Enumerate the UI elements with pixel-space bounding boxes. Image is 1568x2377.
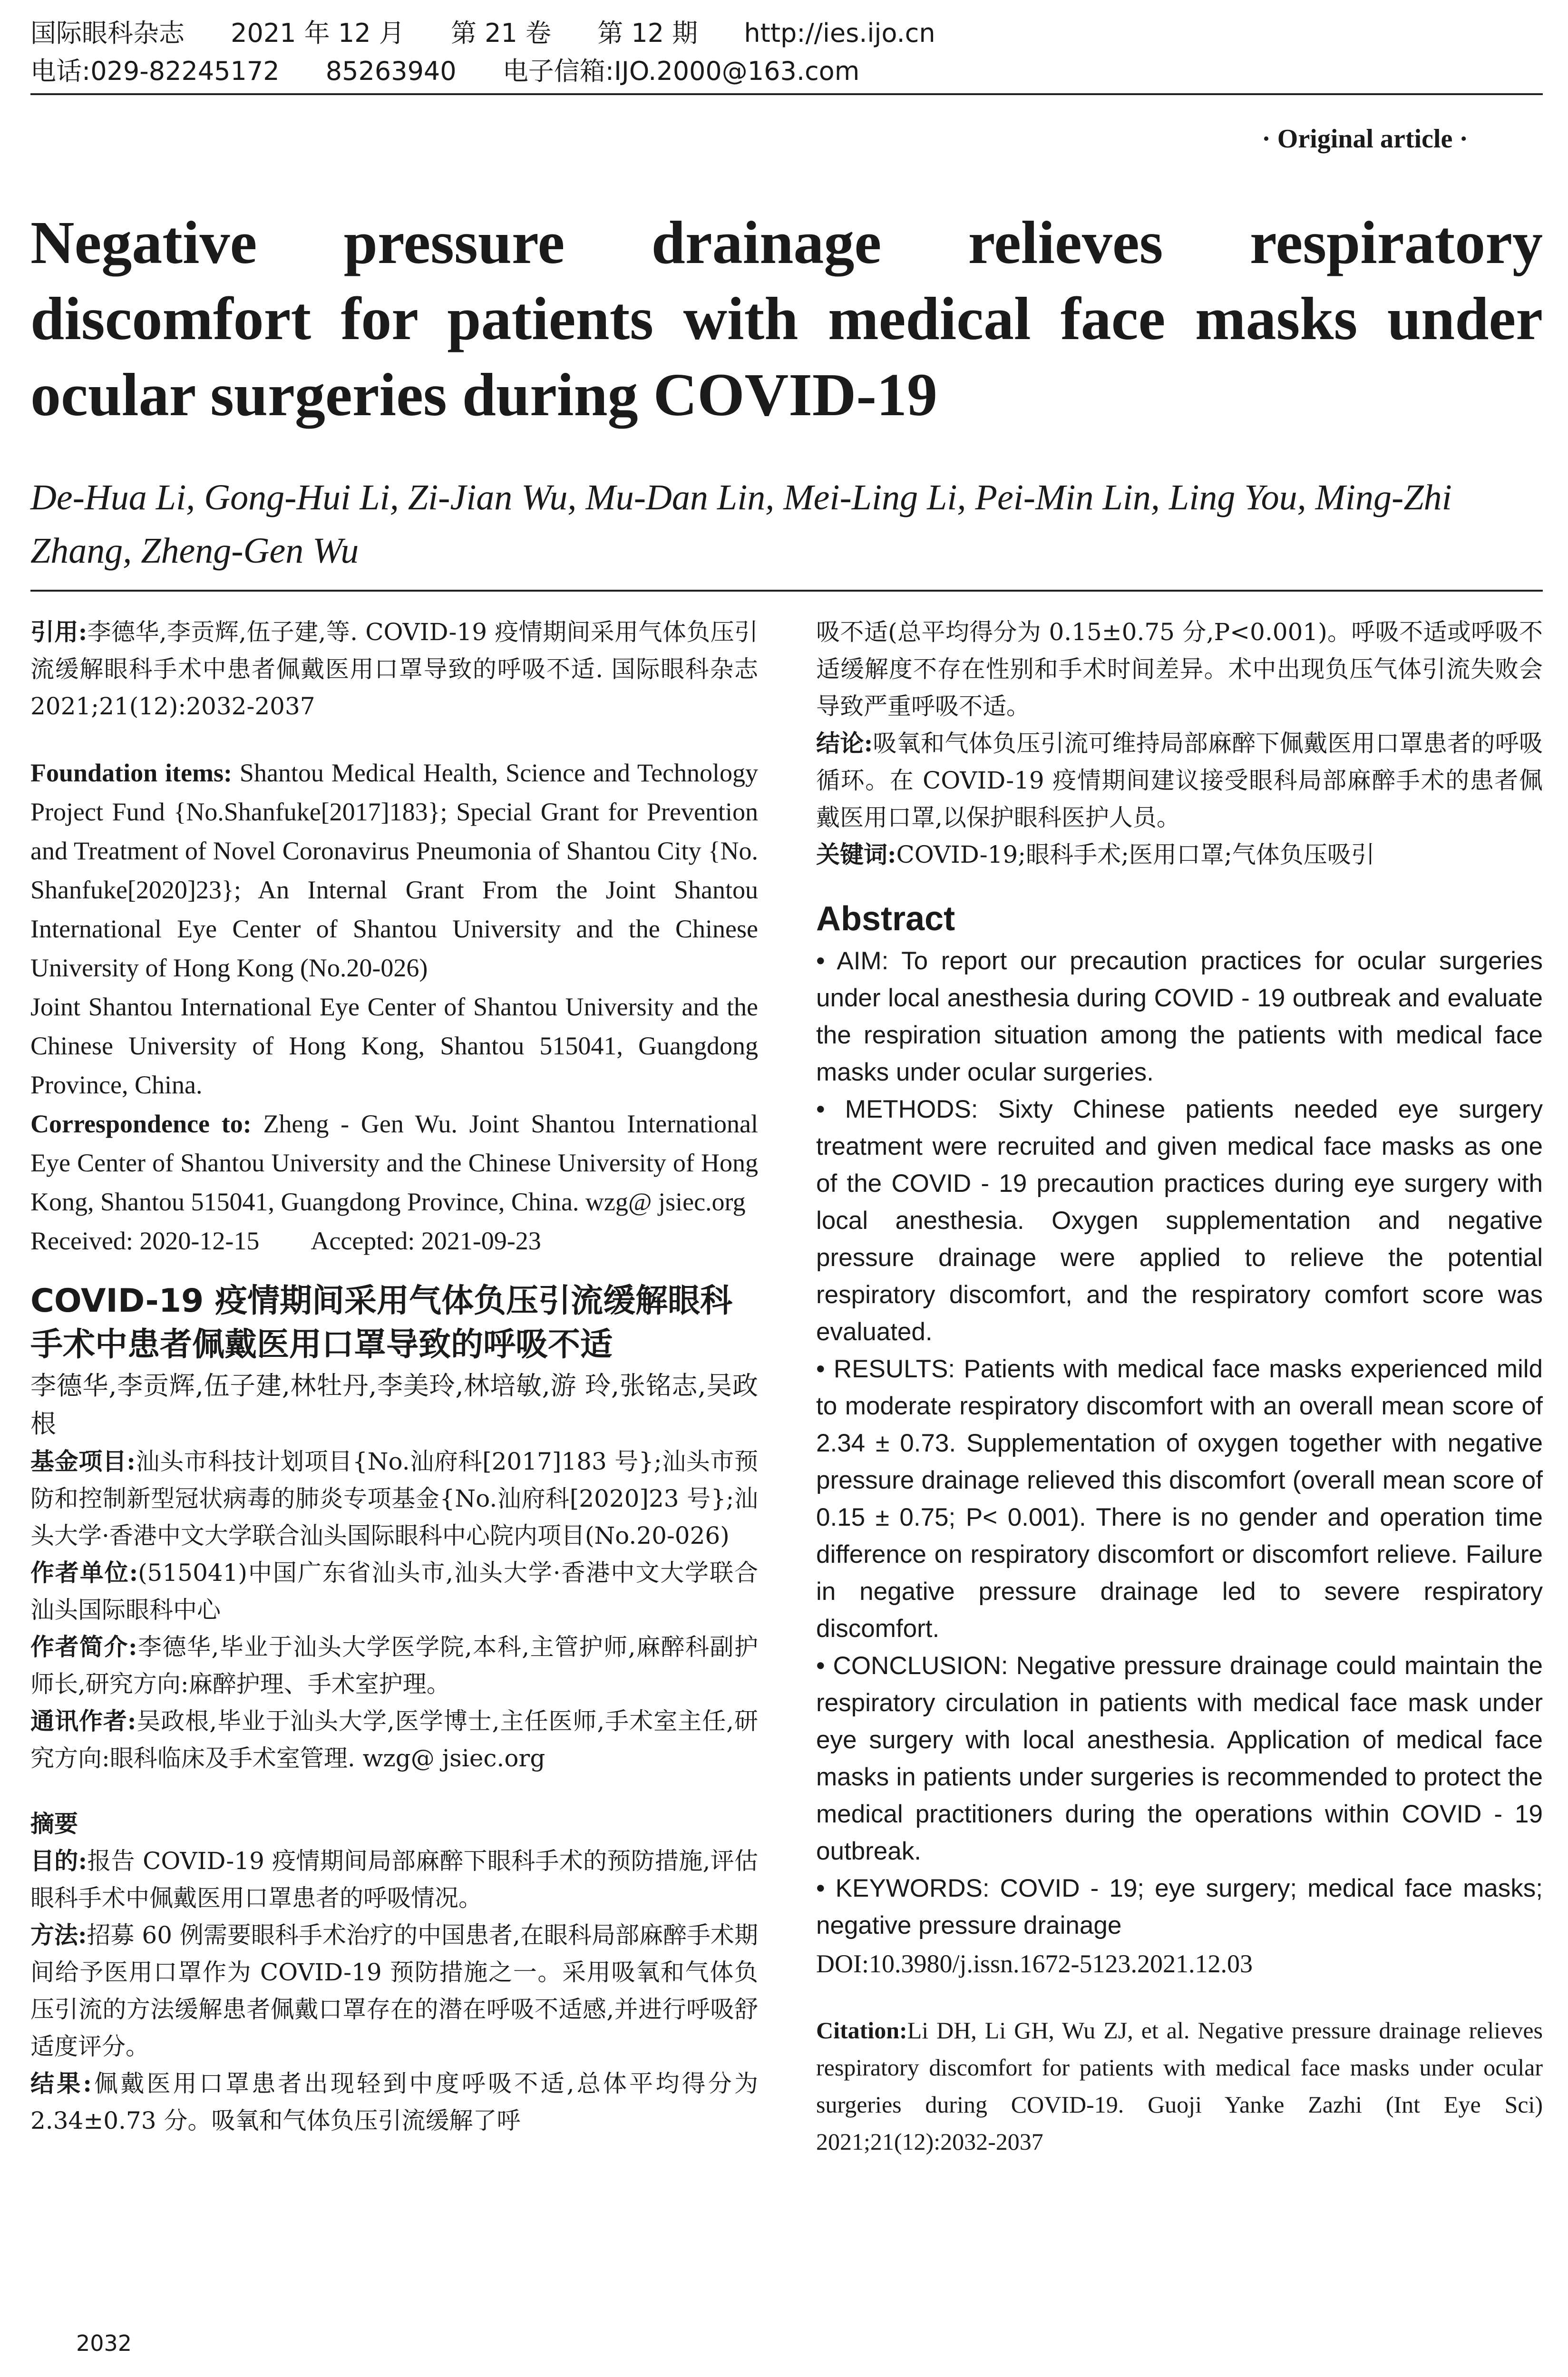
chinese-corr-label: 通讯作者: bbox=[30, 1707, 136, 1735]
journal-header-line2 bbox=[30, 57, 1543, 86]
author-list: De-Hua Li, Gong-Hui Li, Zi-Jian Wu, Mu-Dan Lin, Mei-Ling Li, Pei-Min Lin, Ling You, Ming-Zhi Zhang, Zheng-Gen Wu bbox=[30, 477, 1452, 571]
correspondence-block bbox=[30, 1104, 758, 1221]
chinese-conclusion bbox=[816, 725, 1543, 836]
conclusion-label: • CONCLUSION: bbox=[816, 1652, 1008, 1680]
aim-text: To report our precaution practices for ocular surgeries under local anesthesia during COVID - 19 outbreak and evaluate the respiration situation among the patients with medical face masks under ocular surgeries. bbox=[816, 947, 1543, 1086]
right-column bbox=[816, 614, 1543, 2160]
correspondence-text: Zheng - Gen Wu. Joint Shantou International Eye Center of Shantou University and the Chinese University of Hong Kong, Shantou 515041, Guangdong Province, China. wzg@ jsiec.org bbox=[30, 1110, 759, 1216]
chinese-result bbox=[30, 2065, 758, 2139]
left-column bbox=[30, 614, 758, 2139]
methods-label: • METHODS: bbox=[816, 1095, 978, 1123]
abstract-conclusion bbox=[816, 1647, 1543, 1870]
cite-text: 李德华,李贡辉,伍子建,等. COVID-19 疫情期间采用气体负压引流缓解眼科手术中患者佩戴医用口罩导致的呼吸不适. 国际眼科杂志 2021;21(12):2032-2037 bbox=[30, 618, 758, 720]
citation-block bbox=[816, 2012, 1543, 2160]
chinese-fund-label: 基金项目: bbox=[30, 1447, 136, 1475]
email[interactable]: 电子信箱:IJO.2000@163.com bbox=[502, 56, 860, 86]
chinese-keywords-label: 关键词: bbox=[816, 840, 896, 868]
chinese-bio-text: 李德华,毕业于汕头大学医学院,本科,主管护师,麻醉科副护师长,研究方向:麻醉护理、手术室护理。 bbox=[30, 1633, 758, 1698]
aim-label: • AIM: bbox=[816, 947, 889, 975]
chinese-unit-label: 作者单位: bbox=[30, 1559, 138, 1587]
abstract-aim bbox=[816, 943, 1543, 1091]
foundation-text: Shantou Medical Health, Science and Technology Project Fund {No.Shanfuke[2017]183}; Special Grant for Prevention and Treatment of Novel Coronavirus Pneumonia of Shantou City {No. Shanfuke[2020]23}; An Internal Grant From the Joint Shantou International Eye Center of Shantou University and the Chinese University of Hong Kong (No.20-026) bbox=[30, 759, 758, 982]
chinese-corr bbox=[30, 1703, 758, 1777]
cite-block bbox=[30, 614, 758, 725]
article-title: Negative pressure drainage relieves respiratory discomfort for patients with medical face masks under ocular surgeries during COVID-19 bbox=[30, 209, 1543, 429]
abstract-keywords bbox=[816, 1870, 1543, 1944]
abstract-heading: Abstract bbox=[816, 900, 955, 938]
title-rule bbox=[30, 590, 1543, 592]
chinese-conclusion-text: 吸氧和气体负压引流可维持局部麻醉下佩戴医用口罩患者的呼吸循环。在 COVID-19 疫情期间建议接受眼科局部麻醉手术的患者佩戴医用口罩,以保护眼科医护人员。 bbox=[816, 730, 1543, 831]
chinese-result-text: 佩戴医用口罩患者出现轻到中度呼吸不适,总体平均得分为 2.34±0.73 分。吸氧和气体负压引流缓解了呼 bbox=[30, 2070, 758, 2134]
citation-text: Li DH, Li GH, Wu ZJ, et al. Negative pressure drainage relieves respiratory discomfort for patients with medical face masks under ocular surgeries during COVID-19. Guoji Yanke Zazhi (Int Eye Sci) 2021;21(12):2032-2037 bbox=[816, 2017, 1543, 2155]
foundation-block bbox=[30, 753, 758, 987]
citation-label: Citation: bbox=[816, 2017, 907, 2044]
abstract-results bbox=[816, 1351, 1543, 1647]
journal-website[interactable]: http://ies.ijo.cn bbox=[744, 18, 935, 48]
chinese-bio-label: 作者简介: bbox=[30, 1633, 137, 1661]
chinese-result-label: 结果: bbox=[30, 2069, 92, 2097]
accepted-date: Accepted: 2021-09-23 bbox=[311, 1227, 541, 1255]
chinese-aim-text: 报告 COVID-19 疫情期间局部麻醉下眼科手术的预防措施,评估眼科手术中佩戴医用口罩患者的呼吸情况。 bbox=[30, 1847, 758, 1912]
chinese-method-text: 招募 60 例需要眼科手术治疗的中国患者,在眼科局部麻醉手术期间给予医用口罩作为 COVID-19 预防措施之一。采用吸氧和气体负压引流的方法缓解患者佩戴口罩存在的潜在呼吸不适感,并进行呼吸舒适度评分。 bbox=[30, 1921, 758, 2060]
chinese-aim bbox=[30, 1842, 758, 1917]
chinese-method bbox=[30, 1917, 758, 2065]
keywords-text: COVID - 19; eye surgery; medical face masks; negative pressure drainage bbox=[816, 1874, 1543, 1939]
chinese-aim-label: 目的: bbox=[30, 1847, 88, 1875]
journal-header-line1 bbox=[30, 19, 1543, 48]
chinese-abstract-heading: 摘要 bbox=[30, 1810, 78, 1838]
article-type: · Original article · bbox=[1262, 124, 1468, 154]
chinese-method-label: 方法: bbox=[30, 1921, 87, 1949]
affiliation: Joint Shantou International Eye Center of Shantou University and the Chinese University of Hong Kong, Shantou 515041, Guangdong Province, China. bbox=[30, 993, 758, 1099]
issue-number: 第 12 期 bbox=[597, 18, 698, 48]
volume: 第 21 卷 bbox=[450, 18, 552, 48]
cite-label: 引用: bbox=[30, 618, 88, 646]
chinese-corr-text: 吴政根,毕业于汕头大学,医学博士,主任医师,手术室主任,研究方向:眼科临床及手术室管理. wzg@ jsiec.org bbox=[30, 1707, 758, 1772]
chinese-fund bbox=[30, 1443, 758, 1554]
chinese-fund-text: 汕头市科技计划项目{No.汕府科[2017]183 号};汕头市预防和控制新型冠状病毒的肺炎专项基金{No.汕府科[2020]23 号};汕头大学·香港中文大学联合汕头国际眼科中心院内项目(No.20-026) bbox=[30, 1448, 758, 1549]
chinese-unit bbox=[30, 1554, 758, 1628]
page-number: 2032 bbox=[76, 2330, 132, 2356]
chinese-title: COVID-19 疫情期间采用气体负压引流缓解眼科手术中患者佩戴医用口罩导致的呼吸不适 bbox=[30, 1282, 733, 1364]
header-rule bbox=[30, 93, 1543, 95]
phone: 电话:029-82245172 bbox=[30, 56, 280, 86]
results-text: Patients with medical face masks experienced mild to moderate respiratory discomfort with an overall mean score of 2.34 ± 0.73. Supplementation of oxygen together with negative pressure drainage relieved this discomfort (overall mean score of 0.15 ± 0.75; P< 0.001). There is no gender and operation time difference on respiratory discomfort or discomfort relieve. Failure in negative pressure drainage led to severe respiratory discomfort. bbox=[816, 1355, 1543, 1643]
chinese-keywords bbox=[816, 836, 1543, 873]
methods-text: Sixty Chinese patients needed eye surgery treatment were recruited and given medical face masks as one of the COVID - 19 precaution practices during eye surgery with local anesthesia. Oxygen supplementation and negative pressure drainage were applied to relieve the potential respiratory discomfort, and the respiratory comfort score was evaluated. bbox=[816, 1095, 1543, 1346]
chinese-bio bbox=[30, 1628, 758, 1703]
chinese-authors: 李德华,李贡辉,伍子建,林牡丹,李美玲,林培敏,游 玲,张铭志,吴政根 bbox=[30, 1371, 758, 1439]
journal-name: 国际眼科杂志 bbox=[30, 18, 185, 48]
chinese-keywords-text: COVID-19;眼科手术;医用口罩;气体负压吸引 bbox=[896, 841, 1375, 868]
received-date: Received: 2020-12-15 bbox=[30, 1227, 260, 1255]
phone-2: 85263940 bbox=[325, 56, 457, 86]
results-label: • RESULTS: bbox=[816, 1355, 955, 1383]
chinese-result-continued: 吸不适(总平均得分为 0.15±0.75 分,P<0.001)。呼吸不适或呼吸不适缓解度不存在性别和手术时间差异。术中出现负压气体引流失败会导致严重呼吸不适。 bbox=[816, 618, 1543, 720]
abstract-methods bbox=[816, 1091, 1543, 1351]
correspondence-label: Correspondence to: bbox=[30, 1110, 252, 1138]
foundation-label: Foundation items: bbox=[30, 759, 232, 787]
chinese-unit-text: (515041)中国广东省汕头市,汕头大学·香港中文大学联合汕头国际眼科中心 bbox=[30, 1559, 758, 1624]
dates bbox=[30, 1221, 758, 1260]
conclusion-text: Negative pressure drainage could maintain the respiratory circulation in patients with medical face mask under eye surgery with local anesthesia. Application of medical face masks in patients under surgeries is recommended to protect the medical practitioners during the operations within COVID - 19 outbreak. bbox=[816, 1652, 1543, 1865]
doi[interactable]: DOI:10.3980/j.issn.1672-5123.2021.12.03 bbox=[816, 1949, 1253, 1978]
issue-date: 2021 年 12 月 bbox=[231, 18, 405, 48]
keywords-label: • KEYWORDS: bbox=[816, 1874, 990, 1902]
chinese-conclusion-label: 结论: bbox=[816, 729, 873, 757]
